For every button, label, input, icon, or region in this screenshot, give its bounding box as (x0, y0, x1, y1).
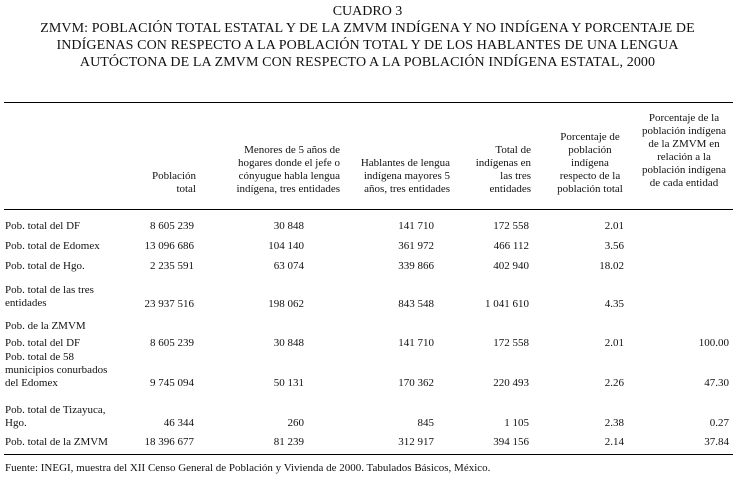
cell-porcentaje-zmvm: 37.84 (704, 436, 729, 448)
row-label (5, 436, 108, 449)
header-line: hogares donde el jefe o (237, 157, 340, 169)
cell-menores: 30 848 (273, 337, 304, 349)
top-rule (4, 102, 733, 103)
table-source-note: Fuente: INEGI, muestra del XII Censo General de Población y Vivienda de 2000. Tabulados Básicos, México. (5, 462, 491, 474)
cell-total: 402 940 (493, 260, 529, 272)
cell-menores: 260 (287, 417, 304, 429)
row-label-line: Pob. total de Hgo. (5, 260, 85, 272)
header-line: total (176, 183, 196, 195)
header-porcentaje-zmvm (636, 112, 732, 190)
header-line: indígena, tres entidades (236, 183, 340, 195)
header-line: de la ZMVM en (648, 138, 720, 150)
row-label (5, 284, 94, 310)
header-line: años, tres entidades (364, 183, 450, 195)
row-label (5, 337, 80, 350)
cell-menores: 50 131 (273, 377, 304, 389)
header-line: indígena (571, 157, 609, 169)
header-line: respecto de la (559, 170, 621, 182)
cell-menores: 63 074 (273, 260, 304, 272)
cell-hablantes: 845 (417, 417, 434, 429)
cell-poblacion: 8 605 239 (150, 337, 194, 349)
cell-porcentaje-zmvm: 47.30 (704, 377, 729, 389)
cell-hablantes: 141 710 (398, 220, 434, 232)
cell-porcentaje: 2.38 (604, 417, 624, 429)
cell-poblacion: 23 937 516 (144, 298, 194, 310)
row-label-line: Pob. total de las tres (5, 284, 94, 296)
header-poblacion-total (140, 170, 196, 196)
header-rule (4, 209, 733, 210)
header-line: cónyugue habla lengua (238, 170, 340, 182)
row-label (5, 220, 80, 233)
table-title-line-1: ZMVM: POBLACIÓN TOTAL ESTATAL Y DE LA ZMVM INDÍGENA Y NO INDÍGENA Y PORCENTAJE DE (40, 21, 695, 36)
row-label-line: Pob. de la ZMVM (5, 320, 86, 332)
header-line: indígenas en (475, 157, 531, 169)
table-title-block (0, 4, 735, 71)
header-menores-5 (210, 144, 340, 196)
header-line: Total de (495, 144, 531, 156)
header-line: las tres (500, 170, 531, 182)
cell-hablantes: 170 362 (398, 377, 434, 389)
row-label-line: del Edomex (5, 377, 58, 389)
cell-porcentaje: 2.01 (604, 337, 624, 349)
row-label-line: Pob. total de Tizayuca, (5, 404, 106, 416)
row-label (5, 240, 100, 253)
cell-porcentaje: 3.56 (604, 240, 624, 252)
cell-menores: 30 848 (273, 220, 304, 232)
cell-menores: 104 140 (268, 240, 304, 252)
cell-total: 172 558 (493, 220, 529, 232)
header-porcentaje-poblacion (548, 131, 632, 196)
row-label (5, 351, 107, 390)
row-label-line: Hgo. (5, 417, 27, 429)
cell-total: 1 105 (504, 417, 529, 429)
cell-porcentaje-zmvm: 100.00 (698, 337, 729, 349)
cell-poblacion: 9 745 094 (150, 377, 194, 389)
cell-hablantes: 843 548 (398, 298, 434, 310)
row-label-line: Pob. total del DF (5, 220, 81, 232)
cell-porcentaje: 2.14 (604, 436, 624, 448)
row-label-line: Pob. total de Edomex (5, 240, 100, 252)
header-line: población (568, 144, 612, 156)
cell-total: 466 112 (493, 240, 529, 252)
header-line: Porcentaje de (560, 131, 620, 143)
header-line: de cada entidad (649, 177, 719, 189)
header-line: Hablantes de lengua (360, 157, 450, 169)
cell-hablantes: 312 917 (398, 436, 434, 448)
header-hablantes (345, 157, 450, 196)
header-line: relación a la (657, 151, 711, 163)
cell-menores: 81 239 (273, 436, 304, 448)
cell-hablantes: 361 972 (398, 240, 434, 252)
row-label (5, 260, 85, 273)
header-line: entidades (489, 183, 531, 195)
header-line: población indígena (641, 125, 726, 137)
cell-porcentaje: 18.02 (599, 260, 624, 272)
cell-poblacion: 46 344 (163, 417, 194, 429)
cell-hablantes: 141 710 (398, 337, 434, 349)
cell-hablantes: 339 866 (398, 260, 434, 272)
cell-porcentaje: 2.01 (604, 220, 624, 232)
header-line: indígena mayores 5 (363, 170, 450, 182)
cell-porcentaje: 4.35 (604, 298, 624, 310)
cell-poblacion: 2 235 591 (150, 260, 194, 272)
table-label: CUADRO 3 (332, 4, 403, 19)
header-total-indigenas (460, 144, 531, 196)
header-line: población total (557, 183, 623, 195)
cell-poblacion: 13 096 686 (144, 240, 194, 252)
cell-total: 172 558 (493, 337, 529, 349)
header-line: Población (152, 170, 196, 182)
cell-total: 1 041 610 (485, 298, 529, 310)
cell-porcentaje-zmvm: 0.27 (709, 417, 729, 429)
cell-poblacion: 18 396 677 (144, 436, 194, 448)
row-label-line: municipios conurbados (5, 364, 108, 376)
bottom-rule (4, 454, 733, 455)
row-label-line: entidades (5, 297, 47, 309)
header-line: población indígena (641, 164, 726, 176)
row-label (5, 404, 106, 430)
cell-total: 394 156 (493, 436, 529, 448)
cell-total: 220 493 (493, 377, 529, 389)
row-label-line: Pob. total del DF (5, 337, 81, 349)
table-title-line-3: AUTÓCTONA DE LA ZMVM CON RESPECTO A LA POBLACIÓN INDÍGENA ESTATAL, 2000 (79, 55, 656, 70)
cell-poblacion: 8 605 239 (150, 220, 194, 232)
row-label (5, 320, 86, 333)
header-line: Menores de 5 años de (244, 144, 340, 156)
cell-porcentaje: 2.26 (604, 377, 624, 389)
table-title-line-2: INDÍGENAS CON RESPECTO A LA POBLACIÓN TOTAL Y DE LOS HABLANTES DE UNA LENGUA (56, 38, 679, 53)
cell-menores: 198 062 (268, 298, 304, 310)
row-label-line: Pob. total de la ZMVM (5, 436, 108, 448)
row-label-line: Pob. total de 58 (5, 351, 75, 363)
header-line: Porcentaje de la (648, 112, 720, 124)
